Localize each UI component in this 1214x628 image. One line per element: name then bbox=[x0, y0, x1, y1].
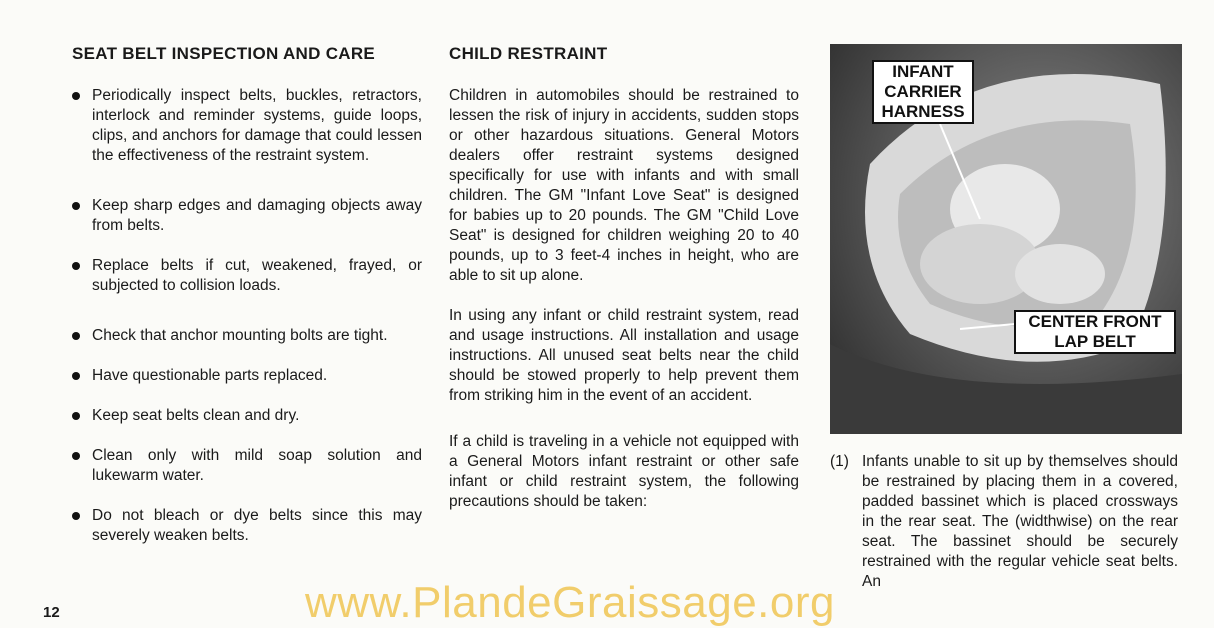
child-restraint-body bbox=[449, 86, 799, 512]
middle-column bbox=[449, 44, 799, 532]
list-item: Keep sharp edges and damaging objects away from belts. bbox=[72, 196, 422, 236]
page-number: 12 bbox=[43, 604, 60, 621]
list-item: Periodically inspect belts, buckles, retractors, interlock and reminder systems, guide loops, clips, and anchors for damage that could lessen the effectiveness of the restraint system. bbox=[72, 86, 422, 166]
photo-caption bbox=[830, 452, 1178, 592]
center-front-lap-belt-label: CENTER FRONT LAP BELT bbox=[1014, 310, 1176, 354]
list-item: Clean only with mild soap solution and lukewarm water. bbox=[72, 446, 422, 486]
list-item: Keep seat belts clean and dry. bbox=[72, 406, 422, 426]
infant-carrier-harness-label: INFANT CARRIER HARNESS bbox=[872, 60, 974, 124]
left-column bbox=[72, 44, 422, 566]
watermark: www.PlandeGraissage.org bbox=[305, 578, 835, 627]
infant-carrier-photo bbox=[830, 44, 1182, 434]
paragraph: In using any infant or child restraint system, read and usage instructions. All installation and usage instructions. All unused seat belts near the child should be stowed properly to help prevent them from striking him in the event of an accident. bbox=[449, 307, 799, 404]
bullet-icon bbox=[72, 412, 80, 420]
caption-number: (1) bbox=[830, 453, 849, 470]
list-item: Replace belts if cut, weakened, frayed, or subjected to collision loads. bbox=[72, 256, 422, 296]
list-item: Have questionable parts replaced. bbox=[72, 366, 422, 386]
list-item: Check that anchor mounting bolts are tight. bbox=[72, 326, 422, 346]
bullet-icon bbox=[72, 262, 80, 270]
bullet-icon bbox=[72, 372, 80, 380]
paragraph: Children in automobiles should be restrained to lessen the risk of injury in accidents, sudden stops or other hazardous situations. General Motors dealers offer restraint systems designed specifically for use with infants and with small children. The GM "Infant Love Seat" is designed for babies up to 20 pounds. The GM "Child Love Seat" is designed for children weighing 20 to 40 pounds, up to 3 feet-4 inches in height, who are able to sit up alone. bbox=[449, 87, 799, 284]
child-restraint-heading: CHILD RESTRAINT bbox=[449, 44, 608, 63]
list-item: Do not bleach or dye belts since this may severely weaken belts. bbox=[72, 506, 422, 546]
bullet-icon bbox=[72, 452, 80, 460]
seat-belt-heading: SEAT BELT INSPECTION AND CARE bbox=[72, 44, 376, 63]
care-bullet-list bbox=[72, 86, 422, 546]
bullet-icon bbox=[72, 332, 80, 340]
paragraph: If a child is traveling in a vehicle not equipped with a General Motors infant restraint or other safe infant or child restraint system, the following precautions should be taken: bbox=[449, 433, 799, 510]
bullet-icon bbox=[72, 202, 80, 210]
bullet-icon bbox=[72, 92, 80, 100]
caption-text: Infants unable to sit up by themselves should be restrained by placing them in a covered, padded bassinet which is placed crossways in the rear seat. The (widthwise) on the rear seat. The bassinet should be securely restrained with the regular vehicle seat belts. An bbox=[862, 453, 1178, 590]
bullet-icon bbox=[72, 512, 80, 520]
